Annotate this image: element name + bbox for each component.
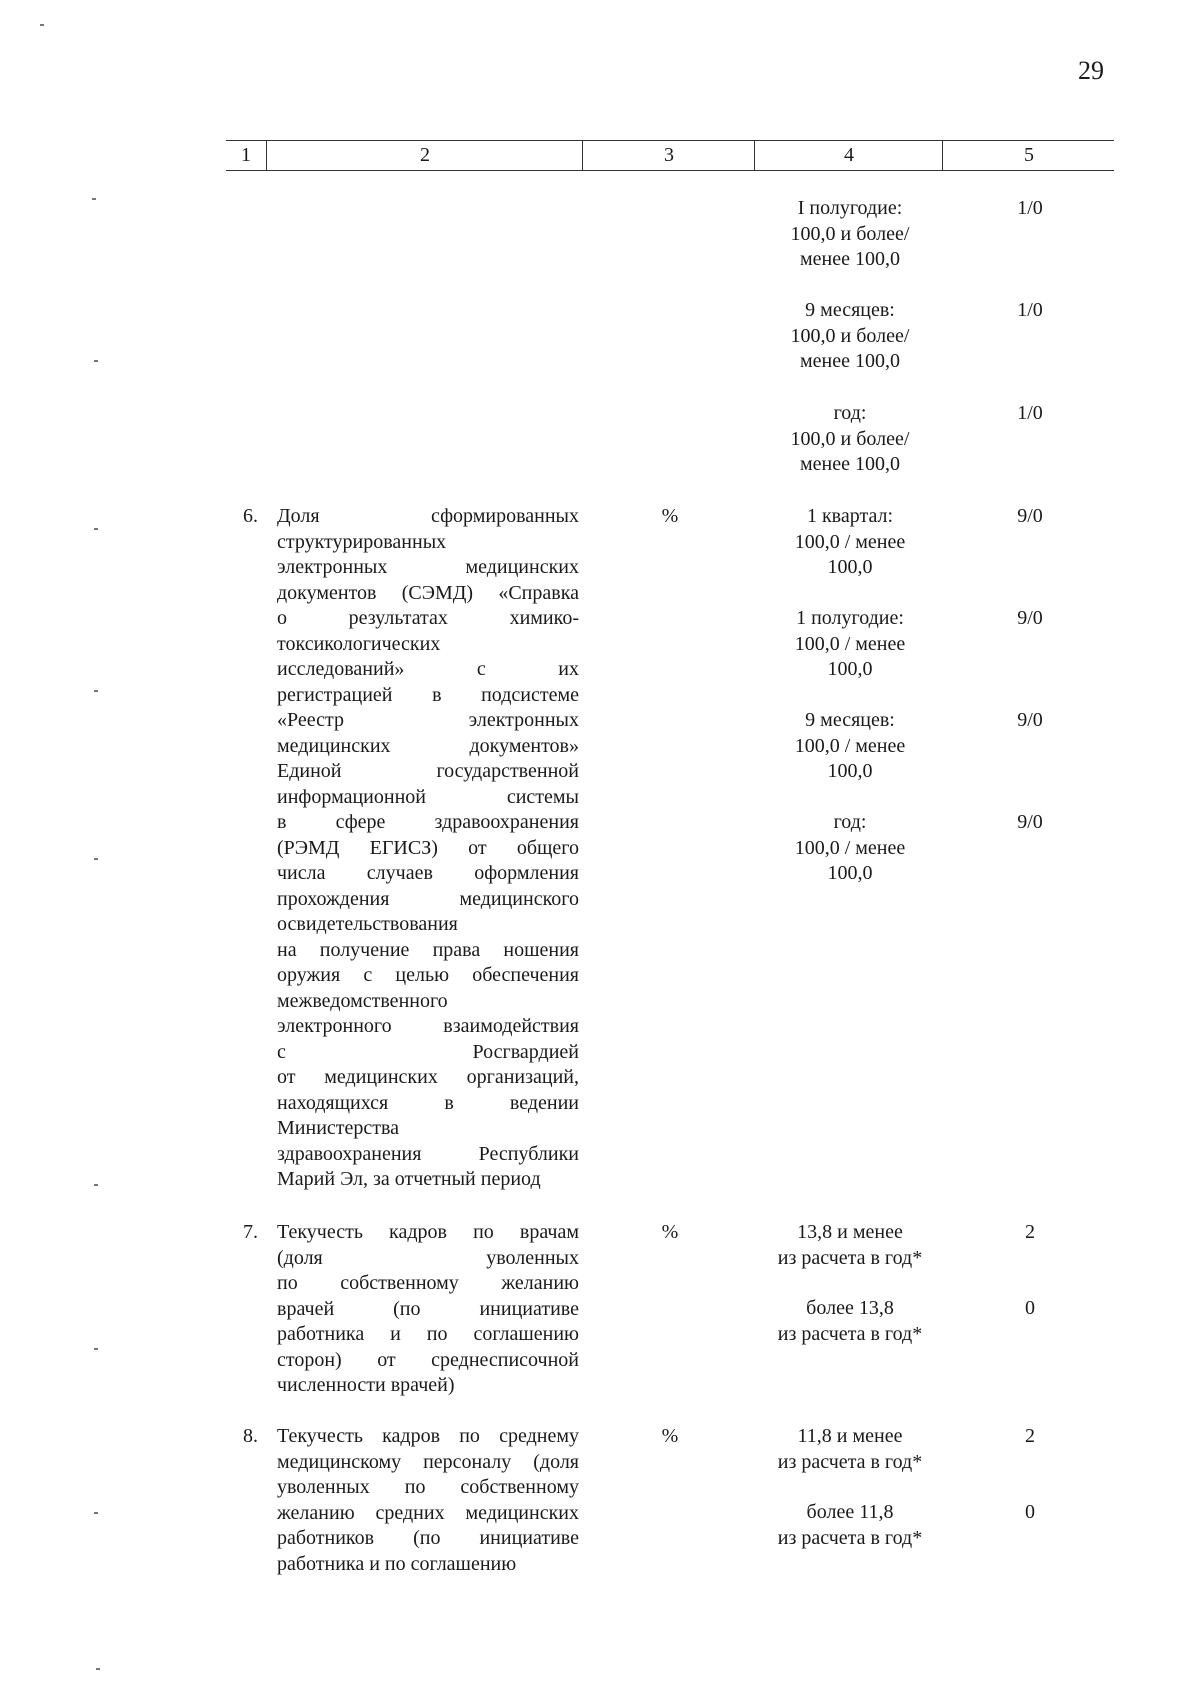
indicator-name-line: освидетельствования: [277, 913, 458, 935]
indicator-name-line: Текучесть кадров по врачам: [277, 1221, 579, 1243]
indicator-name: [277, 504, 579, 1193]
indicator-name-line: работника и по соглашению: [277, 1323, 579, 1345]
indicator-name-line: исследований» с их: [277, 658, 579, 680]
header-col-3: 3: [582, 141, 755, 170]
criterion-line: 100,0 / менее: [794, 632, 906, 655]
scan-mark: [94, 1184, 98, 1186]
criterion-line: 11,8 и менее: [797, 1425, 903, 1447]
indicator-name-line: уволенных по собственному: [277, 1476, 579, 1498]
indicator-name-line: работников (по инициативе: [277, 1527, 579, 1549]
criterion-line: год:: [833, 402, 867, 424]
criterion-cell: [752, 1296, 948, 1347]
scan-mark: [94, 1512, 98, 1514]
score-cell: 2: [1025, 1221, 1035, 1243]
scan-mark: [96, 1668, 100, 1670]
criterion-cell: [752, 504, 948, 581]
scan-mark: [94, 690, 98, 692]
criterion-cell: [752, 1500, 948, 1551]
criterion-cell: [752, 298, 948, 375]
indicator-name-line: с Росгвардией: [277, 1040, 579, 1063]
scan-mark: [92, 198, 96, 200]
criterion-cell: [752, 606, 948, 683]
criterion-line: 9 месяцев:: [805, 299, 895, 321]
indicator-name-line: Текучесть кадров по среднему: [277, 1425, 579, 1447]
criterion-line: 100,0: [827, 760, 873, 782]
criterion-line: 100,0 и более/: [790, 427, 910, 450]
score-cell: 2: [1025, 1425, 1035, 1447]
scan-mark: [94, 1348, 98, 1350]
criterion-line: 1 полугодие:: [796, 607, 904, 629]
score-cell: 9/0: [1017, 709, 1043, 731]
criterion-line: менее 100,0: [800, 350, 900, 372]
indicator-name-line: электронных медицинских: [277, 556, 579, 578]
indicator-name-line: оружия с целью обеспечения: [277, 964, 579, 986]
indicator-name-line: о результатах химико-: [277, 607, 579, 629]
indicator-name-line: (РЭМД ЕГИСЗ) от общего: [277, 836, 579, 859]
criterion-line: более 11,8: [806, 1501, 894, 1523]
criterion-line: 9 месяцев:: [805, 709, 895, 731]
indicator-name-line: структурированных: [277, 530, 447, 553]
criterion-line: 13,8 и менее: [797, 1221, 903, 1243]
indicator-name-line: на получение права ношения: [277, 938, 579, 961]
score-cell: 0: [1025, 1501, 1035, 1523]
indicator-name: [277, 1424, 579, 1577]
indicator-name-line: Министерства: [277, 1117, 400, 1139]
criterion-line: год:: [833, 811, 867, 833]
criterion-line: из расчета в год*: [777, 1322, 923, 1345]
indicator-name-line: токсикологических: [277, 632, 441, 655]
criterion-line: 100,0 и более/: [790, 222, 910, 245]
criterion-line: 100,0 / менее: [794, 836, 906, 859]
criterion-line: 100,0: [827, 556, 873, 578]
indicator-name-line: (доля уволенных: [277, 1246, 579, 1269]
row-number: 7.: [243, 1221, 258, 1243]
indicator-name-line: числа случаев оформления: [277, 862, 579, 884]
criterion-line: I полугодие:: [797, 197, 903, 219]
header-col-1: 1: [241, 144, 251, 166]
criterion-line: из расчета в год*: [777, 1450, 923, 1473]
criterion-cell: [752, 196, 948, 273]
indicator-name-line: электронного взаимодействия: [277, 1015, 579, 1037]
criterion-line: более 13,8: [806, 1297, 894, 1319]
unit-cell: %: [661, 1425, 679, 1447]
indicator-name-line: Доля сформированных: [277, 505, 579, 527]
indicator-name-line: находящихся в ведении: [277, 1091, 579, 1114]
score-cell: 9/0: [1017, 505, 1043, 527]
criterion-line: из расчета в год*: [777, 1526, 923, 1549]
indicator-name-line: регистрацией в подсистеме: [277, 683, 579, 706]
scan-mark: [40, 24, 44, 26]
criterion-line: 100,0: [827, 658, 873, 680]
indicator-name-line: от медицинских организаций,: [277, 1066, 579, 1088]
indicator-name-line: документов (СЭМД) «Справка: [277, 581, 579, 604]
indicator-name-line: Марий Эл, за отчетный период: [277, 1168, 541, 1190]
indicator-name-line: работника и по соглашению: [277, 1552, 517, 1575]
criterion-cell: [752, 1220, 948, 1271]
indicator-name-line: численности врачей): [277, 1374, 455, 1396]
score-cell: 1/0: [1017, 299, 1043, 321]
indicator-name: [277, 1220, 579, 1399]
row-number: 6.: [243, 505, 258, 527]
score-cell: 1/0: [1017, 197, 1043, 219]
indicator-name-line: информационной системы: [277, 785, 579, 808]
criterion-line: менее 100,0: [800, 453, 900, 475]
indicator-name-line: желанию средних медицинских: [277, 1501, 579, 1524]
criterion-line: из расчета в год*: [777, 1246, 923, 1269]
scan-mark: [94, 528, 98, 530]
criterion-line: 1 квартал:: [806, 505, 894, 527]
score-cell: 9/0: [1017, 811, 1043, 833]
criterion-line: менее 100,0: [800, 248, 900, 270]
unit-cell: %: [661, 505, 679, 527]
indicator-name-line: врачей (по инициативе: [277, 1297, 579, 1320]
criterion-line: 100,0 и более/: [790, 324, 910, 347]
page-number: 29: [1078, 56, 1104, 85]
indicator-name-line: по собственному желанию: [277, 1272, 579, 1294]
score-cell: 9/0: [1017, 607, 1043, 629]
table-header: [226, 140, 1114, 171]
indicator-name-line: прохождения медицинского: [277, 887, 579, 910]
criterion-cell: [752, 1424, 948, 1475]
criterion-cell: [752, 708, 948, 785]
criterion-cell: [752, 810, 948, 887]
header-col-4: 4: [754, 141, 943, 170]
score-cell: 0: [1025, 1297, 1035, 1319]
score-cell: 1/0: [1017, 402, 1043, 424]
indicator-name-line: сторон) от среднесписочной: [277, 1348, 579, 1371]
indicator-name-line: медицинскому персоналу (доля: [277, 1450, 579, 1473]
criterion-line: 100,0 / менее: [794, 530, 906, 553]
scan-mark: [94, 858, 98, 860]
header-col-2: 2: [266, 141, 583, 170]
criterion-line: 100,0 / менее: [794, 734, 906, 757]
indicator-name-line: здравоохранения Республики: [277, 1142, 579, 1165]
criterion-line: 100,0: [827, 862, 873, 884]
indicator-name-line: медицинских документов»: [277, 734, 579, 757]
unit-cell: %: [661, 1221, 679, 1243]
row-number: 8.: [243, 1425, 258, 1447]
indicator-name-line: Единой государственной: [277, 760, 579, 782]
indicator-name-line: межведомственного: [277, 989, 448, 1012]
header-col-5: 5: [942, 141, 1115, 170]
indicator-name-line: в сфере здравоохранения: [277, 811, 579, 833]
criterion-cell: [752, 401, 948, 478]
scan-mark: [94, 360, 98, 362]
indicator-name-line: «Реестр электронных: [277, 709, 579, 731]
